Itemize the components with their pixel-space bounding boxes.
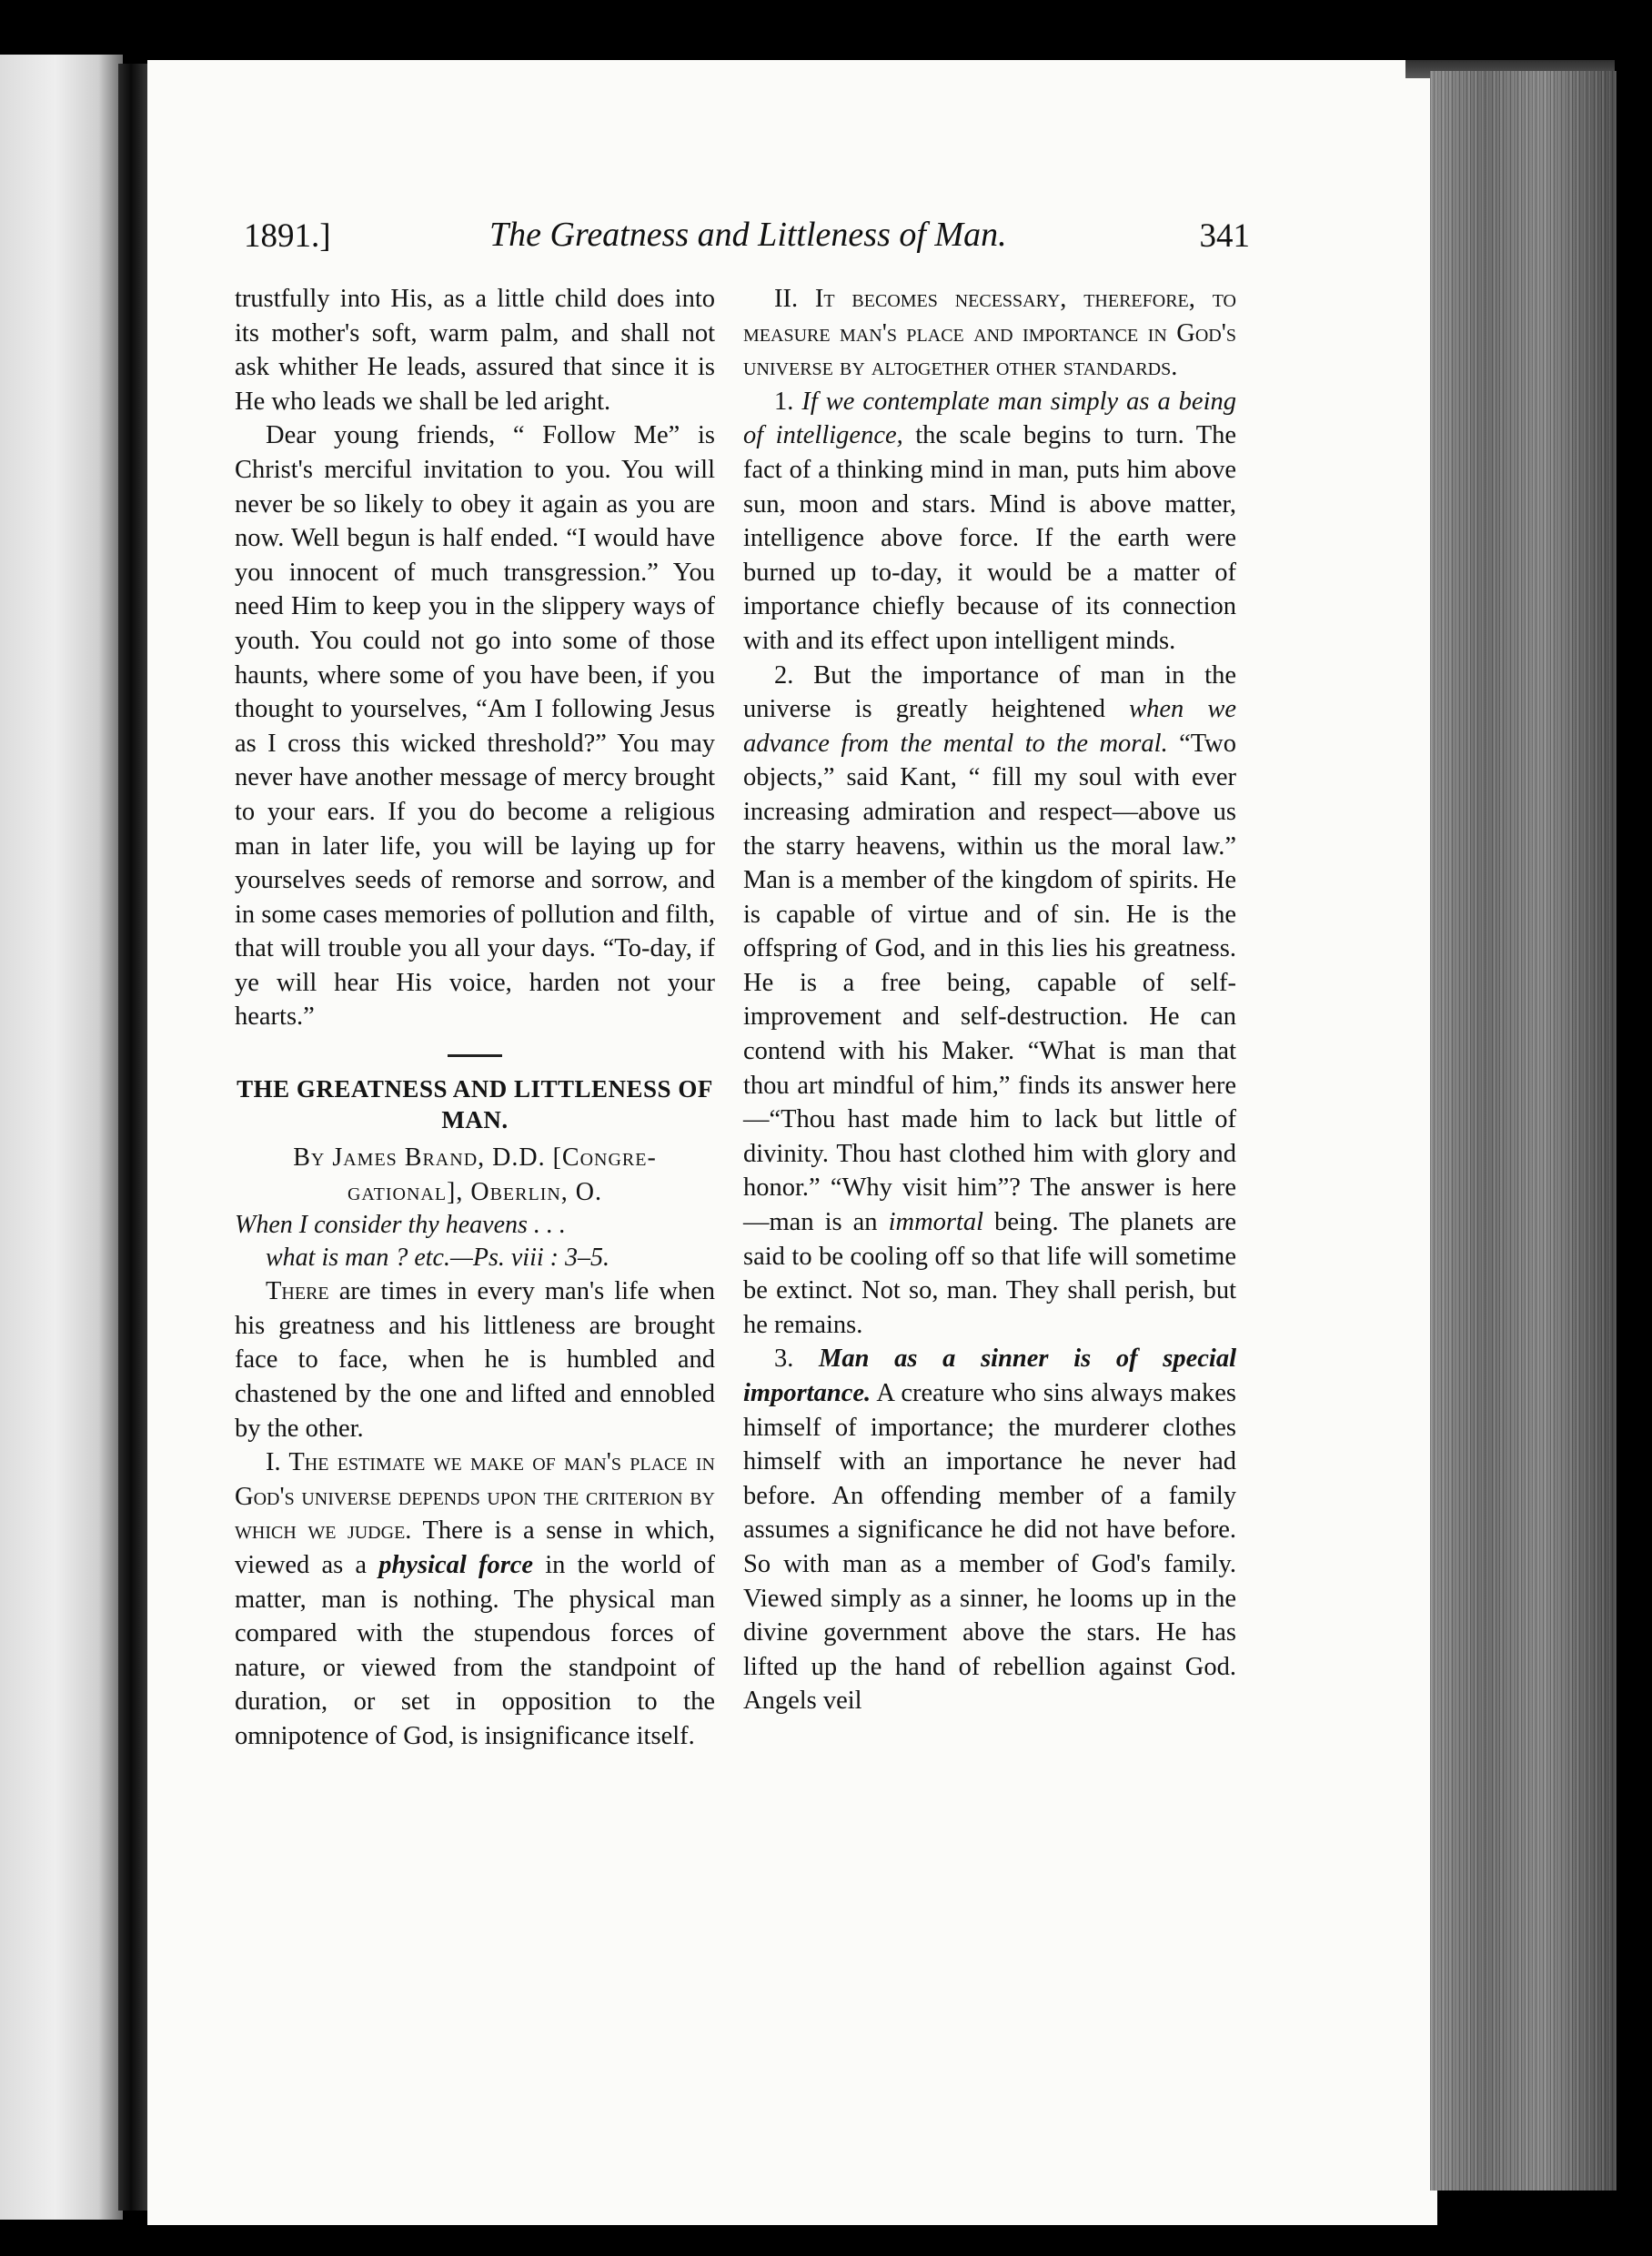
byline-line-2: gational], Oberlin, O. (347, 1177, 603, 1206)
page-fore-edge (1430, 71, 1617, 2191)
emphasis: immortal (888, 1208, 984, 1237)
running-header (244, 211, 1250, 266)
section-lead: I. The estimate we make of man's place in God's universe depends upon the criterion by which we judge. (235, 1448, 715, 1546)
paragraph-text: 2. But the importance of man in the universe is greatly heightened (743, 660, 1236, 724)
paragraph (743, 282, 1236, 385)
dropped-lead-word: There (266, 1277, 329, 1306)
emphasis: If we contemplate man simply as a being of intelligence, (743, 387, 1236, 450)
paragraph-text: being. The planets are said to be cooling off so that life will sometime be extinct. Not so, man. They shall perish, but he remains. (743, 1208, 1236, 1339)
paragraph (235, 1274, 715, 1445)
item-number: 3. (774, 1345, 820, 1374)
book-gutter (118, 64, 150, 2211)
section-lead: II. It becomes necessary, therefore, to measure man's place and importance in God's universe by altogether other standards. (743, 285, 1236, 382)
paragraph (235, 1445, 715, 1753)
epigraph-line-2: what is man ? etc.—Ps. viii : 3–5. (266, 1244, 609, 1273)
left-column (235, 282, 715, 1754)
facing-page-edge (0, 55, 123, 2220)
author-byline (235, 1141, 715, 1209)
paragraph-text: “Two objects,” said Kant, “ fill my soul with ever increasing admiration and respect—above us the starry heavens, within us the moral law.” Man is a member of the kingdom of spirits. He is capable of virtue and of sin. He is the offspring of God, and in this lies his greatness. He is a free being, capable of self-improvement and self-destruction. He can contend with his Maker. “What is man that thou art mindful of him,” finds its answer here—“Thou hast made him to lack but little of divinity. Thou hast clothed him with glory and honor.” “Why visit him”? The answer is here—man is an (743, 729, 1236, 1237)
emphasis: Man as a sinner is of special importance. (743, 1345, 1236, 1407)
paragraph: trustfully into His, as a little child does into its mother's soft, warm palm, and shall not ask whither He leads, assured that since it is He who leads we shall be led aright. (235, 285, 715, 416)
item-number: 1. (774, 387, 802, 416)
page-number: 341 (1199, 217, 1250, 255)
paragraph-text: A creature who sins always makes himself of importance; the murderer clothes himself with an importance he never had before. An offending member of a family assumes a significance he did not have before. So with man as a member of God's family. Viewed simply as a sinner, he looms up in the divine government above the stars. He has lifted up the hand of rebellion against God. Angels veil (743, 1379, 1236, 1716)
paragraph-text: are times in every man's life when his greatness and his littleness are brought face to face, when he is humbled and chastened by the one and lifted and ennobled by the other. (235, 1277, 715, 1443)
section-divider (448, 1054, 502, 1057)
emphasis: physical force (378, 1551, 534, 1579)
paragraph-text: the scale begins to turn. The fact of a thinking mind in man, puts him above sun, moon and stars. Mind is above matter, intelligence above force. If the earth were burned up to-day, it would be a matter of importance chiefly because of its connection with and its effect upon intelligent minds. (743, 421, 1236, 655)
epigraph-line-1: When I consider thy heavens . . . (235, 1211, 566, 1240)
emphasis: when we advance from the mental to the moral. (743, 695, 1236, 758)
article-title: THE GREATNESS AND LITTLENESS OF MAN. (237, 1075, 713, 1134)
running-title: The Greatness and Littleness of Man. (489, 216, 1007, 254)
paragraph (743, 659, 1236, 1343)
paragraph-text: There is a sense in which, viewed as a (235, 1516, 715, 1579)
right-column (743, 282, 1236, 1718)
byline-line-1: By James Brand, D.D. [Congre- (293, 1143, 657, 1173)
paragraph (743, 385, 1236, 659)
paragraph-text: in the world of matter, man is nothing. The physical man compared with the stupendous forces of nature, or viewed from the standpoint of duration, or set in opposition to the omnipotence of God, is insignificance itself. (235, 1551, 715, 1750)
paragraph (743, 1342, 1236, 1718)
paragraph: Dear young friends, “ Follow Me” is Christ's merciful invitation to you. You will never be so likely to obey it again as you are now. Well begun is half ended. “I would have you innocent of much transgression.” You need Him to keep you in the slippery ways of youth. You could not go into some of those haunts, where some of you have been, if you thought to yourselves, “Am I following Jesus as I cross this wicked threshold?” You may never have another message of mercy brought to your ears. If you do become a religious man in later life, you will be laying up for yourselves seeds of remorse and sorrow, and in some cases memories of pollution and filth, that will trouble you all your days. “To-day, if ye will hear His voice, harden not your hearts.” (235, 421, 715, 1032)
header-year: 1891.] (244, 217, 331, 255)
